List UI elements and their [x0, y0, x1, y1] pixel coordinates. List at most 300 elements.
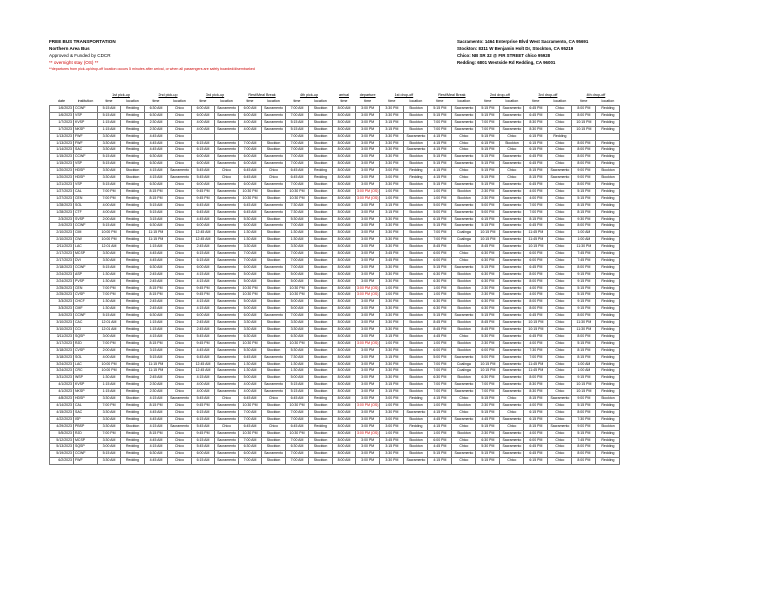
table-cell: 3:30 PM: [380, 216, 404, 223]
table-cell: Stockton: [404, 354, 428, 361]
table-cell: Stockton: [262, 147, 286, 154]
table-cell: 8:00 AM: [333, 223, 356, 230]
table-cell: 3:15 PM: [380, 333, 404, 340]
table-cell: 10:15 PM: [476, 237, 500, 244]
table-cell: 3:45 PM: [380, 251, 404, 258]
table-cell: Redding: [596, 430, 620, 437]
table-cell: Stockton: [262, 375, 286, 382]
column-header: time: [580, 99, 588, 104]
table-cell: 1:00 AM: [572, 361, 596, 368]
date-cell: 5/5/2023: [50, 430, 74, 437]
table-cell: Sacramento: [215, 354, 239, 361]
table-cell: Stockton: [309, 285, 333, 292]
address-chico: Chico: NB SR 32 @ FIR STREET chico 95928: [457, 53, 551, 58]
table-cell: Stockton: [404, 285, 428, 292]
table-cell: 10:30 PM: [239, 188, 262, 195]
table-cell: Stockton: [404, 188, 428, 195]
table-cell: 5:15 AM: [145, 202, 168, 209]
institution-cell: SOL: [74, 202, 98, 209]
table-cell: 3:30 AM: [98, 437, 121, 444]
table-cell: 3:30 PM: [380, 327, 404, 334]
date-cell: 1/28/2023: [50, 202, 74, 209]
institution-cell: DVI: [74, 257, 98, 264]
table-cell: Sacramento: [500, 306, 524, 313]
table-cell: 8:00 PM: [524, 271, 548, 278]
table-cell: Stockton: [404, 347, 428, 354]
table-cell: Stockton: [309, 161, 333, 168]
table-cell: 6:15 PM: [524, 140, 548, 147]
table-cell: 1:00 PM: [380, 340, 404, 347]
table-cell: Chico: [168, 140, 192, 147]
table-cell: 8:30 PM: [524, 382, 548, 389]
table-cell: 10:30 PM: [286, 188, 309, 195]
table-cell: 10:15 PM: [524, 244, 548, 251]
table-cell: 5:15 PM: [428, 106, 452, 113]
table-row: [50, 382, 620, 389]
table-cell: Redding: [121, 292, 145, 299]
table-cell: 4:45 AM: [145, 409, 168, 416]
table-cell: Sacramento: [215, 202, 239, 209]
date-cell: 3/3/2023: [50, 299, 74, 306]
table-cell: 3:30 PM: [380, 140, 404, 147]
table-cell: 6:30 PM: [476, 375, 500, 382]
table-row: [50, 112, 620, 119]
table-row: [50, 451, 620, 458]
table-cell: Chico: [262, 175, 286, 182]
table-row: [50, 333, 620, 340]
table-cell: 9:00 PM: [572, 168, 596, 175]
table-cell: 7:00 AM: [286, 437, 309, 444]
table-cell: 5:15 PM: [572, 402, 596, 409]
table-cell: 8:00 AM: [333, 402, 356, 409]
table-cell: Stockton: [404, 161, 428, 168]
table-cell: Redding: [596, 292, 620, 299]
table-cell: 6:45 AM: [192, 354, 215, 361]
table-cell: 6:00 AM: [239, 223, 262, 230]
table-cell: 5:15 PM: [476, 154, 500, 161]
table-cell: 5:15 AM: [98, 181, 121, 188]
table-cell: Sacramento: [215, 292, 239, 299]
table-cell: Redding: [121, 119, 145, 126]
table-cell: Stockton: [262, 299, 286, 306]
table-cell: Sacramento: [500, 251, 524, 258]
table-cell: 7:00 AM: [286, 133, 309, 140]
table-row: [50, 327, 620, 334]
table-cell: Redding: [596, 251, 620, 258]
table-cell: Chico: [168, 244, 192, 251]
table-cell: 1:15 AM: [145, 327, 168, 334]
table-cell: 7:30 PM: [572, 416, 596, 423]
table-cell: 3:15 AM: [145, 216, 168, 223]
table-cell: Stockton: [404, 313, 428, 320]
table-cell: 2:30 AM: [145, 389, 168, 396]
table-cell: 5:15 PM: [476, 313, 500, 320]
table-cell: Stockton: [262, 278, 286, 285]
table-cell: Stockton: [452, 195, 476, 202]
table-cell: 8:00 AM: [333, 230, 356, 237]
table-cell: Redding: [596, 271, 620, 278]
table-cell: Chico: [168, 188, 192, 195]
institution-cell: CIW: [74, 237, 98, 244]
table-cell: 7:00 PM: [98, 285, 121, 292]
institution-cell: SAC: [74, 147, 98, 154]
table-cell: 8:00 AM: [333, 340, 356, 347]
table-cell: Chico: [548, 271, 572, 278]
table-cell: 6:00 AM: [239, 161, 262, 168]
table-cell: 8:15 PM: [524, 168, 548, 175]
table-cell: Chico: [452, 333, 476, 340]
date-cell: 3/31/2023: [50, 375, 74, 382]
table-cell: Chico: [452, 147, 476, 154]
institution-cell: SVSP: [74, 216, 98, 223]
table-cell: 8:00 PM: [572, 333, 596, 340]
table-cell: Redding: [596, 306, 620, 313]
table-row: [50, 147, 620, 154]
table-cell: 10:15 PM: [476, 368, 500, 375]
table-row: [50, 285, 620, 292]
table-cell: Sacramento: [262, 389, 286, 396]
table-cell: 7:00 AM: [239, 257, 262, 264]
table-cell: Redding: [121, 402, 145, 409]
table-cell: 7:30 AM: [286, 209, 309, 216]
table-cell: Chico: [548, 209, 572, 216]
table-cell: Chico: [548, 251, 572, 258]
table-cell: Stockton: [309, 147, 333, 154]
table-cell: Stockton: [262, 333, 286, 340]
table-cell: Chico: [548, 140, 572, 147]
table-cell: Chico: [548, 354, 572, 361]
table-cell: 5:00 AM: [239, 271, 262, 278]
table-cell: 5:15 AM: [98, 223, 121, 230]
table-cell: 8:00 AM: [333, 181, 356, 188]
table-cell: Redding: [121, 188, 145, 195]
table-cell: Chico: [168, 409, 192, 416]
table-cell: 10:30 PM: [286, 292, 309, 299]
table-cell: 2:30 PM: [476, 402, 500, 409]
table-cell: Stockton: [404, 320, 428, 327]
table-cell: 3:30 PM: [380, 320, 404, 327]
table-cell: Stockton: [262, 430, 286, 437]
table-cell: Chico: [168, 430, 192, 437]
table-cell: Stockton: [404, 181, 428, 188]
column-header: location: [553, 99, 567, 104]
table-cell: 8:00 PM: [572, 181, 596, 188]
table-cell: 7:00 AM: [286, 416, 309, 423]
overnight-note: ** overnight stay (OS) **: [49, 60, 99, 65]
table-cell: 3:00 PM: [356, 119, 380, 126]
table-cell: 6:15 AM: [192, 147, 215, 154]
table-cell: 6:45 PM: [524, 161, 548, 168]
table-cell: Sacramento: [215, 216, 239, 223]
table-cell: 3:00 PM: [356, 257, 380, 264]
table-cell: 8:00 AM: [333, 354, 356, 361]
table-row: [50, 202, 620, 209]
table-row: [50, 292, 620, 299]
table-cell: 9:45 PM: [192, 195, 215, 202]
table-cell: 3:15 PM: [380, 209, 404, 216]
table-cell: Chico: [168, 451, 192, 458]
table-cell: Stockton: [309, 202, 333, 209]
table-cell: Stockton: [452, 402, 476, 409]
table-row: [50, 347, 620, 354]
table-cell: 2:45 AM: [192, 327, 215, 334]
table-cell: Chico: [548, 264, 572, 271]
table-cell: 9:45 PM: [192, 402, 215, 409]
institution-cell: SOL: [74, 354, 98, 361]
table-cell: 10:30 PM: [286, 340, 309, 347]
table-cell: Chico: [168, 223, 192, 230]
table-cell: 3:00 PM: [356, 458, 380, 465]
table-cell: 10:15 PM: [572, 126, 596, 133]
table-cell: Sacramento: [404, 409, 428, 416]
table-cell: 4:15 AM: [192, 299, 215, 306]
table-cell: 8:00 PM: [572, 161, 596, 168]
table-cell: 7:00 PM: [428, 230, 452, 237]
table-cell: Chico: [548, 244, 572, 251]
table-cell: 6:30 AM: [145, 181, 168, 188]
table-cell: Chico: [168, 264, 192, 271]
table-cell: Chico: [168, 154, 192, 161]
table-cell: 3:30 PM: [380, 154, 404, 161]
table-cell: 10:30 PM: [286, 195, 309, 202]
table-cell: 5:15 AM: [98, 154, 121, 161]
table-cell: Stockton: [452, 244, 476, 251]
table-cell: Redding: [121, 306, 145, 313]
table-cell: Redding: [596, 320, 620, 327]
table-cell: 3:45 PM: [380, 437, 404, 444]
table-cell: 6:45 PM: [524, 154, 548, 161]
table-cell: Sacramento: [548, 423, 572, 430]
table-cell: 4:45 AM: [145, 147, 168, 154]
table-cell: 1:15 AM: [98, 126, 121, 133]
table-cell: Stockton: [309, 306, 333, 313]
table-cell: 11:15 PM: [145, 368, 168, 375]
table-cell: Chico: [168, 347, 192, 354]
institution-cell: KVSP: [74, 119, 98, 126]
table-cell: Sacramento: [548, 175, 572, 182]
institution-cell: CCI: [74, 327, 98, 334]
table-cell: 2:30 PM: [476, 188, 500, 195]
table-cell: 4:15 PM: [428, 133, 452, 140]
table-cell: 6:45 AM: [239, 175, 262, 182]
date-cell: 2/18/2023: [50, 264, 74, 271]
date-cell: 1/15/2023: [50, 161, 74, 168]
table-cell: Redding: [596, 458, 620, 465]
date-cell: 3/24/2023: [50, 361, 74, 368]
table-cell: 10:30 PM: [239, 402, 262, 409]
column-header: location: [457, 99, 471, 104]
table-cell: 3:00 PM: [356, 444, 380, 451]
table-cell: Stockton: [309, 195, 333, 202]
table-cell: Stockton: [404, 306, 428, 313]
table-cell: 9:45 PM: [192, 285, 215, 292]
table-cell: [239, 133, 262, 140]
table-cell: 5:15 PM: [476, 147, 500, 154]
table-cell: Redding: [121, 333, 145, 340]
table-row: [50, 271, 620, 278]
table-row: [50, 368, 620, 375]
table-cell: Sacramento: [262, 154, 286, 161]
table-cell: Chico: [215, 423, 239, 430]
table-cell: Sacramento: [215, 244, 239, 251]
table-cell: 2:30 PM: [476, 285, 500, 292]
table-cell: 1:00 AM: [572, 368, 596, 375]
table-cell: Sacramento: [452, 202, 476, 209]
table-cell: Redding: [404, 168, 428, 175]
table-cell: 7:00 PM: [98, 340, 121, 347]
table-cell: 9:15 PM: [572, 306, 596, 313]
table-cell: 8:00 AM: [333, 437, 356, 444]
table-cell: Stockton: [404, 278, 428, 285]
table-cell: 7:00 PM: [98, 402, 121, 409]
table-cell: 8:00 AM: [333, 389, 356, 396]
date-cell: 1/15/2023: [50, 154, 74, 161]
column-header: location: [409, 99, 423, 104]
table-cell: 3:00 PM: [356, 230, 380, 237]
table-cell: Sacramento: [215, 416, 239, 423]
table-cell: 3:30 PM: [380, 223, 404, 230]
table-cell: Chico: [452, 257, 476, 264]
table-cell: Stockton: [262, 437, 286, 444]
table-cell: 5:15 PM: [572, 340, 596, 347]
table-cell: 3:00 PM: [356, 223, 380, 230]
table-cell: Stockton: [404, 430, 428, 437]
group-header: Rest/Meal Break: [438, 93, 466, 98]
table-cell: 3:00 PM: [356, 361, 380, 368]
table-cell: 8:45 PM: [428, 327, 452, 334]
table-cell: Stockton: [121, 168, 145, 175]
table-cell: Sacramento: [500, 437, 524, 444]
table-cell: 6:30 PM: [428, 271, 452, 278]
table-cell: 3:30 AM: [98, 140, 121, 147]
table-cell: Chico: [168, 340, 192, 347]
institution-cell: PVSP: [74, 278, 98, 285]
table-cell: Sacramento: [215, 340, 239, 347]
table-cell: Sacramento: [500, 244, 524, 251]
table-cell: 3:00 PM: [356, 396, 380, 403]
table-cell: 4:00 PM: [524, 402, 548, 409]
table-cell: Sacramento: [215, 327, 239, 334]
table-cell: 6:45 PM: [524, 333, 548, 340]
table-cell: 3:00 PM: [356, 140, 380, 147]
table-cell: Stockton: [452, 306, 476, 313]
table-cell: Stockton: [309, 188, 333, 195]
table-cell: Sacramento: [262, 106, 286, 113]
table-cell: 6:00 AM: [192, 264, 215, 271]
table-cell: 4:00 PM: [524, 285, 548, 292]
date-cell: 3/18/2023: [50, 354, 74, 361]
table-cell: 5:45 AM: [192, 396, 215, 403]
table-cell: 5:15 PM: [476, 106, 500, 113]
institution-cell: CIM: [74, 230, 98, 237]
table-cell: 5:00 PM: [476, 209, 500, 216]
table-cell: 4:15 AM: [145, 175, 168, 182]
table-cell: Sacramento: [215, 257, 239, 264]
table-cell: Chico: [548, 112, 572, 119]
table-cell: 6:00 AM: [239, 181, 262, 188]
table-cell: Coalinga: [452, 361, 476, 368]
table-cell: 8:00 AM: [333, 458, 356, 465]
table-cell: 6:30 AM: [239, 444, 262, 451]
table-cell: Stockton: [262, 140, 286, 147]
table-cell: 6:30 PM: [428, 299, 452, 306]
table-cell: 6:30 PM: [476, 278, 500, 285]
table-cell: 1:30 AM: [286, 361, 309, 368]
table-cell: Sacramento: [500, 389, 524, 396]
table-cell: 6:15 AM: [192, 458, 215, 465]
group-header: Rest/Meal Break: [248, 93, 276, 98]
table-cell: [596, 133, 620, 140]
table-cell: 3:15 PM: [380, 354, 404, 361]
table-row: [50, 168, 620, 175]
table-cell: Redding: [596, 451, 620, 458]
table-cell: 10:30 PM: [286, 430, 309, 437]
table-cell: Redding: [121, 251, 145, 258]
table-cell: 3:00 PM (OS): [356, 188, 380, 195]
table-cell: Stockton: [309, 333, 333, 340]
table-cell: 9:45 PM: [192, 340, 215, 347]
table-cell: Sacramento: [262, 126, 286, 133]
date-cell: 5/19/2023: [50, 451, 74, 458]
table-cell: 4:00 AM: [239, 126, 262, 133]
table-cell: 6:30 PM: [476, 271, 500, 278]
table-cell: 3:00 PM: [356, 416, 380, 423]
table-cell: 2:00 AM: [98, 347, 121, 354]
table-cell: 3:00 PM: [356, 389, 380, 396]
table-cell: 7:00 PM: [476, 119, 500, 126]
table-cell: Stockton: [309, 375, 333, 382]
table-cell: 3:30 PM: [380, 271, 404, 278]
date-cell: 2/10/2023: [50, 230, 74, 237]
table-cell: Sacramento: [500, 416, 524, 423]
table-cell: Redding: [596, 244, 620, 251]
table-cell: 3:00 PM: [380, 396, 404, 403]
table-cell: Redding: [596, 299, 620, 306]
table-cell: 8:00 AM: [333, 375, 356, 382]
table-cell: 8:15 PM: [572, 347, 596, 354]
date-cell: 1/20/2023: [50, 175, 74, 182]
table-cell: 6:00 AM: [239, 112, 262, 119]
table-cell: Sacramento: [500, 230, 524, 237]
table-cell: 7:00 PM: [428, 126, 452, 133]
table-row: [50, 444, 620, 451]
table-cell: 7:30 AM: [286, 354, 309, 361]
table-cell: Sacramento: [500, 347, 524, 354]
table-cell: 2:45 AM: [192, 244, 215, 251]
table-cell: 3:30 PM: [380, 106, 404, 113]
table-cell: Sacramento: [215, 430, 239, 437]
table-cell: Redding: [596, 347, 620, 354]
table-cell: Stockton: [404, 382, 428, 389]
table-cell: Chico: [548, 368, 572, 375]
table-cell: Stockton: [309, 347, 333, 354]
table-cell: Stockton: [452, 299, 476, 306]
table-cell: 6:45 AM: [286, 175, 309, 182]
table-cell: 10:30 PM: [286, 285, 309, 292]
table-cell: 6:30 PM: [476, 306, 500, 313]
table-cell: Sacramento: [215, 161, 239, 168]
table-cell: 9:00 PM: [572, 175, 596, 182]
table-cell: Stockton: [309, 437, 333, 444]
table-cell: 6:00 AM: [192, 161, 215, 168]
table-cell: 3:00 PM: [356, 437, 380, 444]
table-cell: Stockton: [309, 389, 333, 396]
table-cell: Chico: [500, 175, 524, 182]
table-cell: Chico: [168, 112, 192, 119]
table-row: [50, 320, 620, 327]
table-cell: Sacramento: [500, 195, 524, 202]
institution-cell: CVSP: [74, 292, 98, 299]
